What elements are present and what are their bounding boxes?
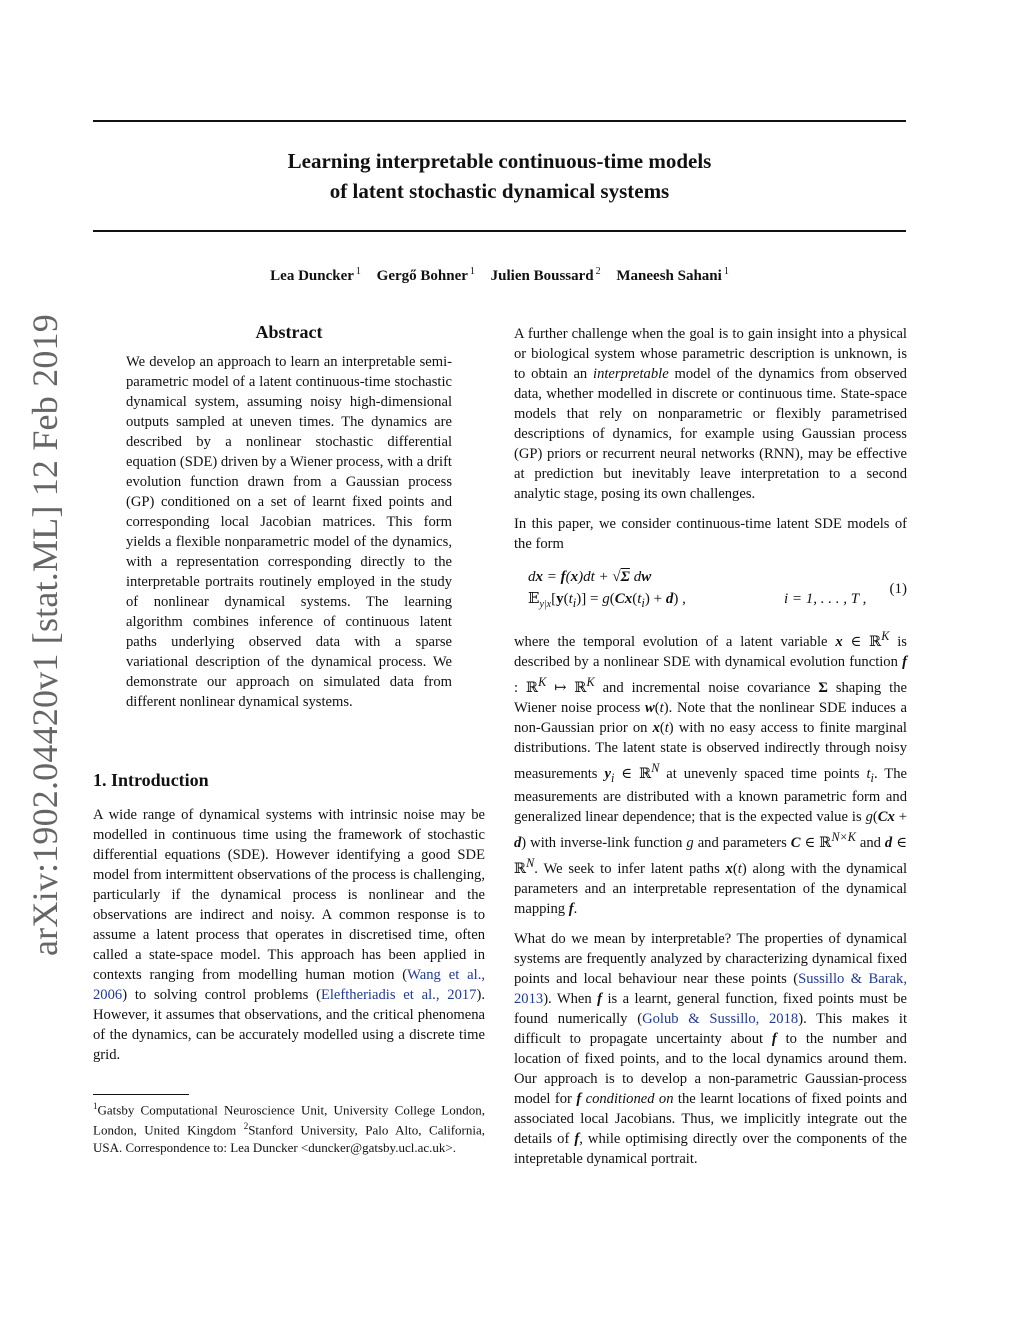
paragraph-model-description: where the temporal evolution of a latent variable x ∈ ℝ$^K$ is described by a nonlinear SDE with dynamical evolution function f : ℝ$^K$ ↦ ℝ$^K$ and incremental noise covariance Σ shaping the Wiener noise process w(t). Note that the nonlinear SDE induces a non-Gaussian prior on x(t) with no easy access to finite marginal distributions. The latent state is observed indirectly through noisy measurements $y_i$ ∈ ℝ$^N$ at unevenly spaced time points $t_i$. The measurements are distributed with a known parametric form and generalized linear dependence; that is the expected value is g(Cx + d) with inverse-link function g and parameters C ∈ ℝ$^{N\times K}$ and d ∈ ℝ$^N$. We seek to infer latent paths x(t) along with the dynamical parameters and an interpretable representation of the dynamical mapping f. xyxy=(514,629,908,918)
right-column xyxy=(514,324,907,1179)
author: Lea Duncker $^1$ xyxy=(270,266,361,284)
intro-paragraph: A wide range of dynamical systems with intrinsic noise may be modelled in continuous time using the framework of stochastic differential equations (SDE). However identifying a good SDE model from intermittent observations of the process is challenging, particularly if the dynamical process is nonlinear and the observations are indirect and noisy. A common response is to assume a latent process that operates in discretised time, often called a state-space model. This approach has been applied in contexts ranging from modelling human motion (Wang et al., 2006) to solving control problems (Eleftheriadis et al., 2017). However, it assumes that observations, and the critical phenomena of the dynamics, can be accurately modelled using a discrete time grid. xyxy=(93,807,485,1063)
author-list xyxy=(93,266,906,285)
abstract-body: We develop an approach to learn an interpretable semi-parametric model of a latent continuous-time stochastic dynamical system, assuming noisy high-dimensional outputs sampled at uneven times. The dynamics are described by a nonlinear stochastic differential equation (SDE) driven by a Wiener process, with a drift evolution function drawn from a Gaussian process (GP) conditioned on a set of learnt fixed points and corresponding local Jacobian matrices. This form yields a flexible nonparametric model of the dynamics, with a representation corresponding directly to the interpretable portraits routinely employed in the study of nonlinear dynamical systems. The learning algorithm combines inference of continuous latent paths underlying observed data with a sparse variational description of the dynamical process. We demonstrate our approach on simulated data from different nonlinear dynamical systems. xyxy=(126,354,452,710)
arxiv-identifier-stamp: arXiv:1902.04420v1 [stat.ML] 12 Feb 2019 xyxy=(25,314,65,956)
affiliation-footnote: $^1$Gatsby Computational Neuroscience Unit, University College London, London, United Kingdom $^2$Stanford University, Palo Alto, California, USA. Correspondence to: Lea Duncker <duncker@gatsby.ucl.ac.uk>. xyxy=(93,1101,485,1155)
author: Julien Boussard $^2$ xyxy=(490,266,601,284)
citation-link[interactable]: Eleftheriadis et al., 2017 xyxy=(320,987,477,1003)
equation-sde-line: dx = f(x)dt + √Σ dw xyxy=(528,569,652,585)
intro-section-heading: 1. Introduction xyxy=(93,770,209,790)
author: Gergő Bohner $^1$ xyxy=(376,266,475,284)
citation-link[interactable]: Sussillo & Barak, 2013 xyxy=(514,971,908,1008)
title-line-1: Learning interpretable continuous-time models xyxy=(287,149,712,173)
equation-index-range: i = 1, . . . , T , xyxy=(784,591,867,607)
citation-link[interactable]: Golub & Sussillo, 2018 xyxy=(642,1011,799,1028)
footnote-rule xyxy=(93,1094,189,1095)
title-rule-top xyxy=(93,120,906,122)
abstract-heading: Abstract xyxy=(255,322,323,342)
citation-link[interactable]: Wang et al., 2006 xyxy=(93,967,485,1003)
equation-1 xyxy=(514,566,907,612)
author: Maneesh Sahani $^1$ xyxy=(616,266,729,284)
equation-number: (1) xyxy=(889,581,907,597)
title-line-2: of latent stochastic dynamical systems xyxy=(329,179,670,203)
title-rule-bottom xyxy=(93,230,906,232)
paragraph-further-challenge: A further challenge when the goal is to gain insight into a physical or biological system whose parametric description is unknown, is to obtain an interpretable model of the dynamics from observed data, whether modelled in discrete or continuous time. State-space models that rely on nonparametric or flexibly parametrised descriptions of dynamics, for example using Gaussian process (GP) priors or recurrent neural networks (RNN), may be effective at prediction but inevitably leave interpretation to a second analytic stage, posing its own challenges. xyxy=(514,326,907,502)
paper-title xyxy=(93,146,906,206)
equation-observation-line: $𝔼_{y|x}[y(t_i)] = g(Cx(t_i) + d)$ , xyxy=(528,591,686,610)
paragraph-interpretability: What do we mean by interpretable? The properties of dynamical systems are frequently analyzed by characterizing dynamical fixed points and local behaviour near these points (Sussillo & Barak, 2013). When f is a learnt, general function, fixed points must be found numerically (Golub & Sussillo, 2018). This makes it difficult to propagate uncertainty about f to the number and location of fixed points, and to the local dynamics around them. Our approach is to develop a non-parametric Gaussian-process model for f conditioned on the learnt locations of fixed points and associated local Jacobians. Thus, we implicitly integrate out the details of f, while optimising directly over the components of the intepretable dynamical portrait. xyxy=(514,931,908,1168)
paragraph-model-intro: In this paper, we consider continuous-time latent SDE models of the form xyxy=(514,516,907,552)
